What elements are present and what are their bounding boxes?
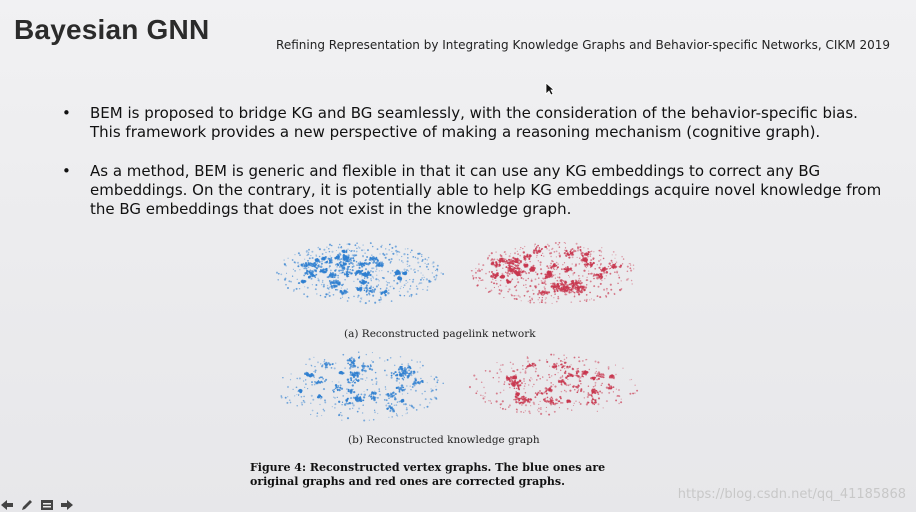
embedding-figure [248,238,668,490]
kg-corrected-scatter [464,350,644,420]
bullet-dot: • [62,162,71,180]
prev-arrow-icon[interactable] [0,498,14,512]
pagelink-original-scatter [270,238,450,308]
bullet-text: BEM is proposed to bridge KG and BG seamlessly, with the consideration of the behavior-specific bias. This framework provides a new perspective of making a reasoning mechanism (cognitive graph). [90,104,858,141]
figure-caption [250,461,670,489]
caption-b: (b) Reconstructed knowledge graph [348,434,540,446]
slide-title: Bayesian GNN [14,14,210,45]
slides-menu-icon[interactable] [40,498,54,512]
pagelink-corrected-scatter [464,238,644,308]
figure-caption-line: Figure 4: Reconstructed vertex graphs. The blue ones are [250,461,606,474]
slideshow-toolbar [0,498,80,512]
pen-icon[interactable] [20,498,34,512]
paper-reference: Refining Representation by Integrating Knowledge Graphs and Behavior-specific Networks, CIKM 2019 [276,38,890,52]
figure-caption-line: original graphs and red ones are corrected graphs. [250,475,565,488]
watermark-url: https://blog.csdn.net/qq_41185868 [677,487,906,502]
bullet-list [58,104,888,239]
kg-original-scatter [270,346,450,426]
mouse-cursor-icon [545,82,555,96]
caption-a: (a) Reconstructed pagelink network [344,328,536,340]
bullet-item [58,162,888,219]
bullet-text: As a method, BEM is generic and flexible in that it can use any KG embeddings to correct any BG embeddings. On the contrary, it is potentially able to help KG embeddings acquire novel knowledge from the BG embeddings that does not exist in the knowledge graph. [90,162,882,218]
next-arrow-icon[interactable] [60,498,74,512]
bullet-dot: • [62,104,71,122]
bullet-item [58,104,888,142]
